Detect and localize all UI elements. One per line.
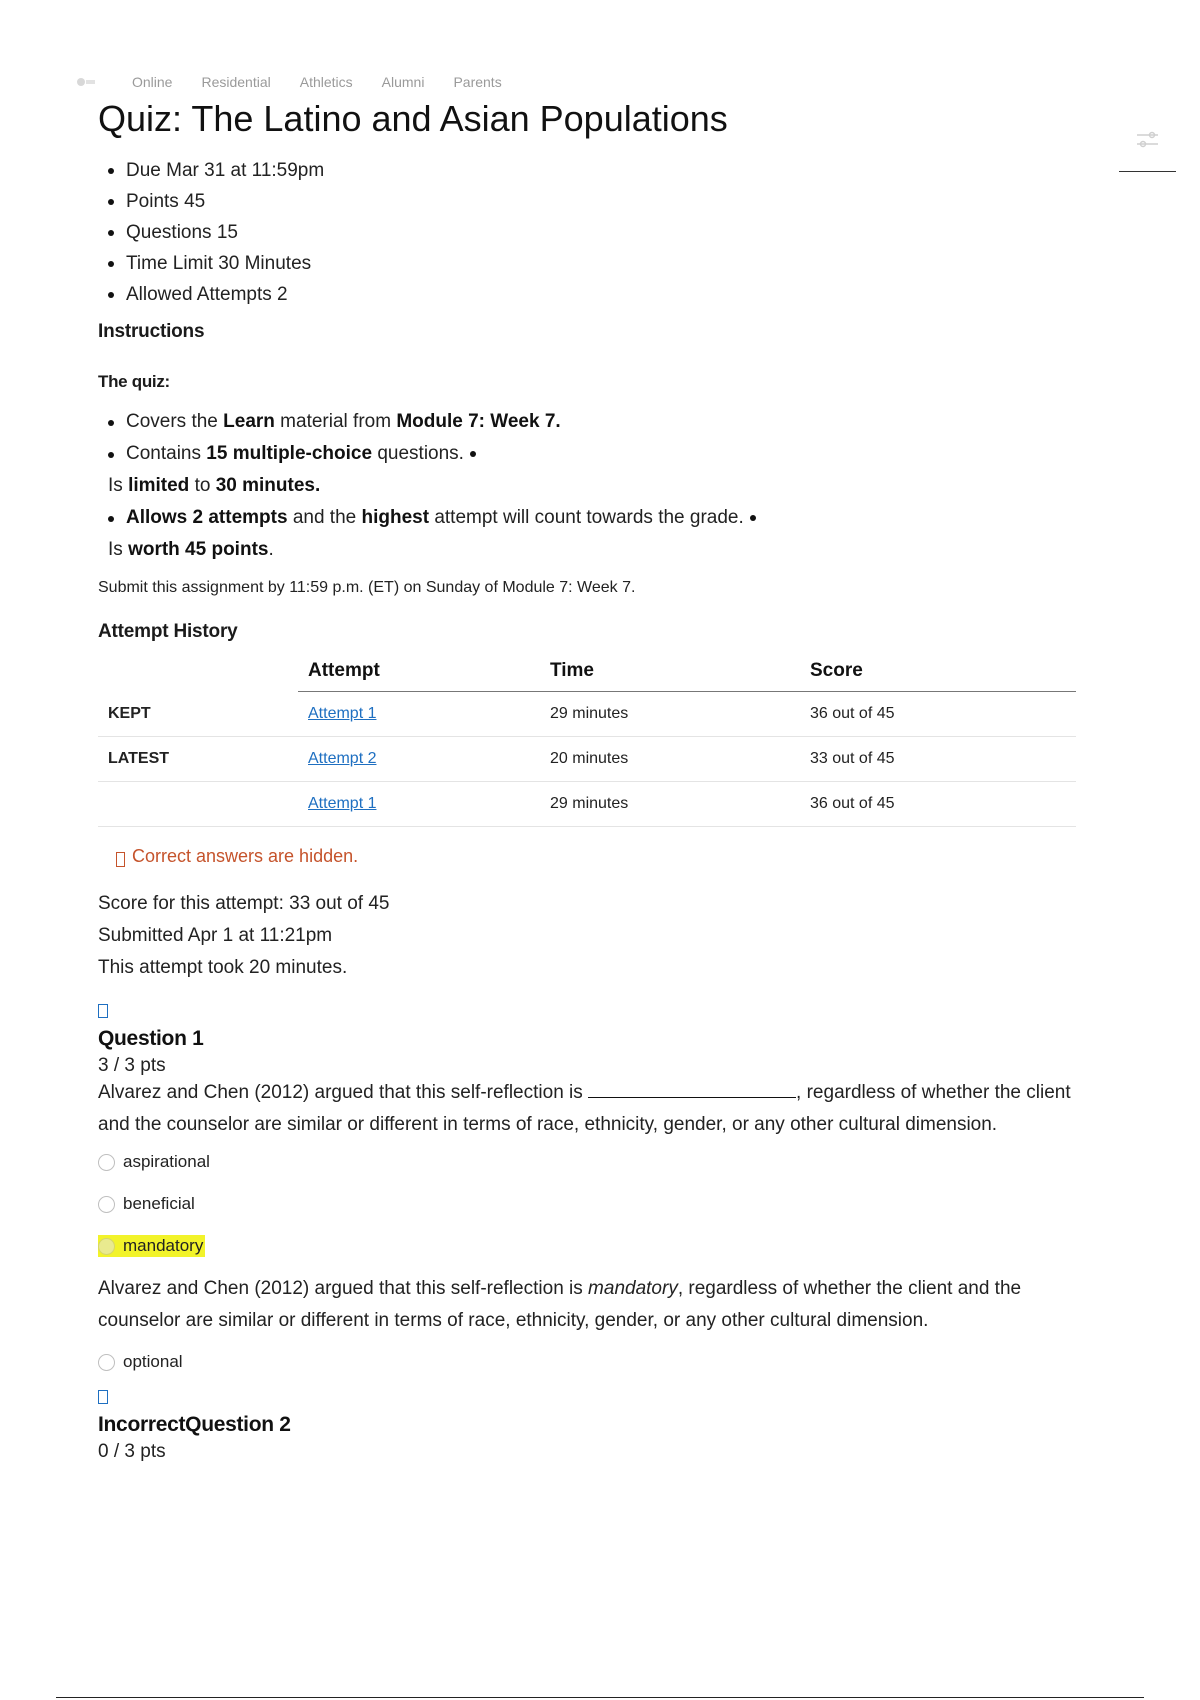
- instruction-item: Covers the Learn material from Module 7: Week 7.: [108, 406, 1078, 438]
- answer-option[interactable]: [98, 1189, 1078, 1219]
- nav-link-online[interactable]: Online: [132, 74, 173, 90]
- attempt-column-header: Attempt: [308, 660, 380, 681]
- bullet-dot: [750, 515, 756, 521]
- points-total: Points 45: [108, 186, 1078, 217]
- attempt-history-heading: Attempt History: [98, 621, 238, 642]
- question-title: IncorrectQuestion 2: [98, 1413, 291, 1436]
- nav-link-parents[interactable]: Parents: [453, 74, 502, 90]
- radio-button[interactable]: [98, 1354, 115, 1371]
- attempt-link[interactable]: Attempt 2: [308, 750, 377, 767]
- instruction-item: Contains 15 multiple-choice questions.: [108, 438, 1078, 470]
- radio-button-checked[interactable]: [98, 1238, 115, 1255]
- attempt-link[interactable]: Attempt 1: [308, 795, 377, 812]
- question-2: [98, 1390, 1078, 1463]
- main-content: [98, 96, 1078, 1463]
- score-column-header: Score: [810, 660, 863, 681]
- page-title: Quiz: The Latino and Asian Populations: [98, 98, 728, 139]
- question-title: Question 1: [98, 1027, 204, 1050]
- submission-note: Submit this assignment by 11:59 p.m. (ET) on Sunday of Module 7: Week 7.: [98, 579, 636, 596]
- attempt-score-text: Score for this attempt: 33 out of 45: [98, 893, 390, 914]
- instruction-item: Is limited to 30 minutes.: [108, 475, 321, 496]
- top-navigation: [76, 74, 531, 90]
- bullet-dot: [470, 451, 476, 457]
- status-column-header: [98, 656, 298, 692]
- flag-question-icon[interactable]: [98, 1390, 108, 1404]
- radio-button[interactable]: [98, 1154, 115, 1171]
- answer-explanation: Alvarez and Chen (2012) argued that this self-reflection is mandatory, regardless of whether the client and the counselor are similar or different in terms of race, ethnicity, gender, or any other cultural dimension.: [98, 1278, 1022, 1331]
- answer-label: optional: [123, 1352, 183, 1371]
- answers-hidden-notice: [116, 846, 1078, 867]
- time-limit: Time Limit 30 Minutes: [108, 248, 1078, 279]
- answer-label: mandatory: [123, 1236, 204, 1255]
- answers-hidden-text: Correct answers are hidden.: [132, 846, 359, 866]
- answer-option[interactable]: [98, 1147, 1078, 1177]
- table-row: [98, 782, 1076, 827]
- settings-icon[interactable]: [1134, 130, 1162, 150]
- allowed-attempts: Allowed Attempts 2: [108, 279, 1078, 310]
- question-points: 3 / 3 pts: [98, 1055, 166, 1076]
- nav-link-alumni[interactable]: Alumni: [381, 74, 425, 90]
- attempt-history-table: [98, 656, 1076, 827]
- attempt-score: 33 out of 45: [800, 737, 1076, 782]
- warning-icon: [116, 852, 125, 867]
- divider: [1119, 171, 1176, 172]
- attempt-summary: [98, 888, 1078, 984]
- attempt-link[interactable]: Attempt 1: [308, 705, 377, 722]
- submitted-text: Submitted Apr 1 at 11:21pm: [98, 925, 333, 946]
- answer-option-selected[interactable]: [98, 1231, 1078, 1261]
- instruction-item: Is worth 45 points.: [108, 539, 274, 560]
- attempt-score: 36 out of 45: [800, 692, 1076, 737]
- due-date: Due Mar 31 at 11:59pm: [108, 155, 1078, 186]
- flag-question-icon[interactable]: [98, 1004, 108, 1018]
- attempt-status: KEPT: [98, 692, 298, 737]
- question-1: [98, 1004, 1078, 1377]
- instructions-heading: Instructions: [98, 321, 205, 342]
- answer-option[interactable]: [98, 1347, 1078, 1377]
- school-logo-icon[interactable]: [76, 75, 98, 89]
- question-text: Alvarez and Chen (2012) argued that this self-reflection is , regardless of whether the client and the counselor are similar or different in terms of race, ethnicity, gender, or any other cultural dimension.: [98, 1077, 1078, 1141]
- question-points: 0 / 3 pts: [98, 1441, 166, 1462]
- attempt-time: 29 minutes: [540, 782, 800, 827]
- answer-options: [98, 1147, 1078, 1377]
- attempt-status: [98, 782, 298, 827]
- time-column-header: Time: [550, 660, 595, 681]
- question-count: Questions 15: [108, 217, 1078, 248]
- attempt-score: 36 out of 45: [800, 782, 1076, 827]
- instruction-item: Allows 2 attempts and the highest attempt will count towards the grade.: [108, 502, 1078, 534]
- radio-button[interactable]: [98, 1196, 115, 1213]
- answer-label: beneficial: [123, 1194, 195, 1213]
- instructions-list: [108, 406, 1078, 566]
- attempt-time: 29 minutes: [540, 692, 800, 737]
- attempt-status: LATEST: [98, 737, 298, 782]
- duration-text: This attempt took 20 minutes.: [98, 957, 348, 978]
- table-row: [98, 737, 1076, 782]
- nav-link-athletics[interactable]: Athletics: [299, 74, 353, 90]
- quiz-details-list: [108, 155, 1078, 310]
- quiz-label: The quiz:: [98, 372, 170, 391]
- page-bottom-divider: [56, 1697, 1144, 1698]
- attempt-time: 20 minutes: [540, 737, 800, 782]
- table-row: [98, 692, 1076, 737]
- answer-label: aspirational: [123, 1152, 210, 1171]
- fill-in-blank: [588, 1078, 796, 1098]
- nav-link-residential[interactable]: Residential: [201, 74, 271, 90]
